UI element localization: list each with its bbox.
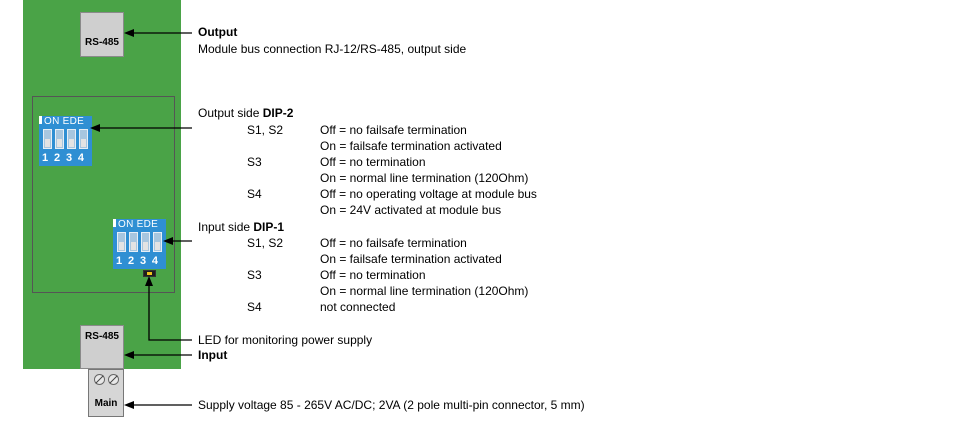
output-dip-title: Output side DIP-2 — [198, 106, 294, 120]
switch-name: S3 — [247, 155, 262, 169]
arrow-icon — [124, 401, 134, 409]
switch-desc: Off = no failsafe termination — [320, 236, 467, 250]
supply-desc: Supply voltage 85 - 265V AC/DC; 2VA (2 pole multi-pin connector, 5 mm) — [198, 398, 585, 412]
switch-desc: On = failsafe termination activated — [320, 139, 502, 153]
rs485-output-label: RS-485 — [85, 37, 119, 48]
switch-desc: Off = no failsafe termination — [320, 123, 467, 137]
input-title: Input — [198, 348, 228, 362]
mains-label: Main — [94, 398, 118, 409]
rs485-input-label: RS-485 — [85, 331, 119, 342]
switch-desc: On = failsafe termination activated — [320, 252, 502, 266]
dip-2-label: ON EDE — [44, 116, 85, 127]
switch-name: S3 — [247, 268, 262, 282]
switch-name: S1, S2 — [247, 123, 284, 137]
dip-1-label: ON EDE — [118, 219, 159, 230]
dip-2-numbers: 1 2 3 4 — [42, 152, 86, 164]
output-title: Output — [198, 25, 238, 39]
switch-name: S4 — [247, 300, 262, 314]
switch-name: S4 — [247, 187, 262, 201]
switch-desc: Off = no termination — [320, 155, 426, 169]
input-dip-title: Input side DIP-1 — [198, 220, 285, 234]
arrow-icon — [124, 351, 134, 359]
switch-desc: Off = no operating voltage at module bus — [320, 187, 537, 201]
arrow-icon — [90, 124, 100, 132]
dip-1-numbers: 1 2 3 4 — [116, 255, 160, 267]
arrow-icon — [145, 276, 153, 286]
arrow-icon — [124, 29, 134, 37]
switch-desc: not connected — [320, 300, 396, 314]
switch-desc: On = normal line termination (120Ohm) — [320, 284, 529, 298]
switch-desc: On = normal line termination (120Ohm) — [320, 171, 529, 185]
switch-name: S1, S2 — [247, 236, 284, 250]
led-desc: LED for monitoring power supply — [198, 333, 373, 347]
switch-desc: Off = no termination — [320, 268, 426, 282]
output-desc: Module bus connection RJ-12/RS-485, output side — [198, 42, 467, 56]
switch-desc: On = 24V activated at module bus — [320, 203, 502, 217]
arrow-icon — [163, 237, 173, 245]
